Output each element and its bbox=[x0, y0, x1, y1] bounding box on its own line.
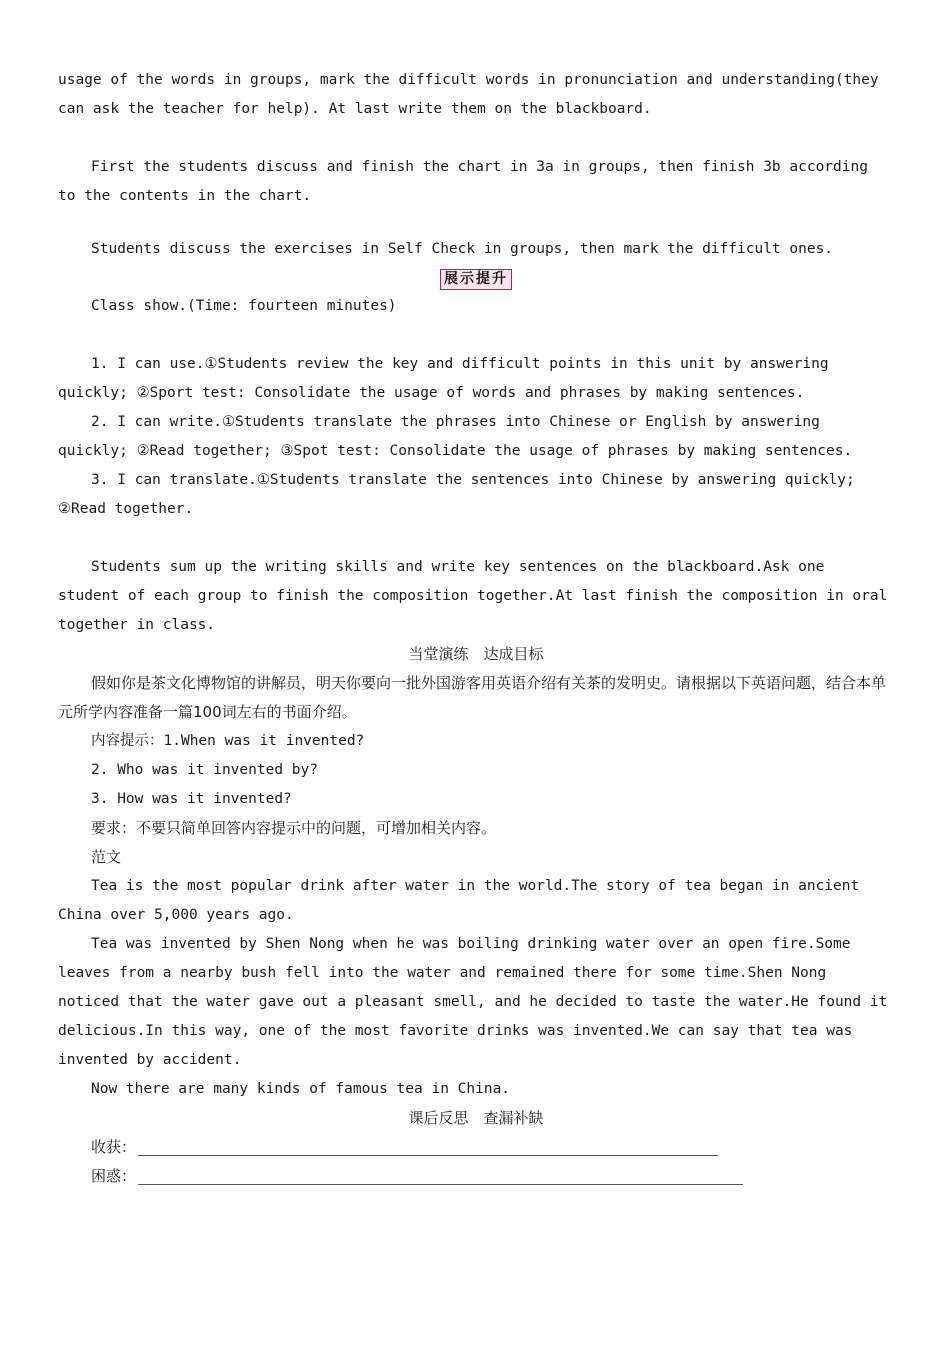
essay-paragraph-3: Now there are many kinds of famous tea in China. bbox=[91, 1081, 511, 1097]
content-hint-2: 2. Who was it invented by? bbox=[91, 762, 318, 778]
section-badge-wrapper bbox=[58, 268, 894, 290]
model-essay-label: 范文 bbox=[91, 848, 122, 866]
section-heading-practice: 当堂演练 达成目标 bbox=[408, 645, 544, 663]
doubt-row bbox=[58, 1162, 894, 1191]
paragraph-word-usage: usage of the words in groups, mark the difficult words in pronunciation and understanding(they can ask the teacher for help). At last write them on the blackboard. bbox=[58, 72, 879, 117]
paragraph-class-show: Class show.(Time: fourteen minutes) bbox=[91, 298, 397, 314]
gain-blank-line[interactable] bbox=[138, 1137, 718, 1156]
content-hint-1: 内容提示：1.When was it invented? bbox=[91, 733, 365, 749]
document-page bbox=[58, 66, 894, 1191]
list-item-translate: 3. I can translate.①Students translate the sentences into Chinese by answering quickly; ②Read together. bbox=[58, 472, 855, 517]
doubt-blank-line[interactable] bbox=[138, 1166, 743, 1185]
paragraph-writing-skills: Students sum up the writing skills and write key sentences on the blackboard.Ask one student of each group to finish the composition together.At last finish the composition in oral together in class. bbox=[58, 559, 888, 633]
essay-paragraph-2: Tea was invented by Shen Nong when he was boiling drinking water over an open fire.Some leaves from a nearby bush fell into the water and remained there for some time.Shen Nong noticed that the water gave out a pleasant smell, and he decided to taste the water.He found it delicious.In this way, one of the most favorite drinks was invented.We can say that tea was invented by accident. bbox=[58, 936, 888, 1068]
section-heading-reflection: 课后反思 查漏补缺 bbox=[408, 1109, 544, 1127]
content-hint-3: 3. How was it invented? bbox=[91, 791, 292, 807]
gain-label: 收获： bbox=[91, 1138, 137, 1156]
essay-paragraph-1: Tea is the most popular drink after water in the world.The story of tea began in ancient China over 5,000 years ago. bbox=[58, 878, 860, 923]
list-item-write: 2. I can write.①Students translate the phrases into Chinese or English by answering quickly; ②Read together; ③Spot test: Consolidate the usage of phrases by making sentences. bbox=[58, 414, 853, 459]
section-badge-show: 展示提升 bbox=[440, 269, 512, 290]
gain-row bbox=[58, 1133, 894, 1162]
requirement: 要求：不要只简单回答内容提示中的问题，可增加相关内容。 bbox=[91, 819, 497, 837]
list-item-use: 1. I can use.①Students review the key and difficult points in this unit by answering quickly; ②Sport test: Consolidate the usage of words and phrases by making sentences. bbox=[58, 356, 829, 401]
writing-task: 假如你是茶文化博物馆的讲解员，明天你要向一批外国游客用英语介绍有关茶的发明史。请根据以下英语问题，结合本单元所学内容准备一篇100词左右的书面介绍。 bbox=[58, 674, 887, 721]
paragraph-self-check: Students discuss the exercises in Self Check in groups, then mark the difficult ones. bbox=[91, 241, 834, 257]
paragraph-chart-discussion: First the students discuss and finish the chart in 3a in groups, then finish 3b according to the contents in the chart. bbox=[58, 159, 868, 204]
doubt-label: 困惑： bbox=[91, 1167, 137, 1185]
